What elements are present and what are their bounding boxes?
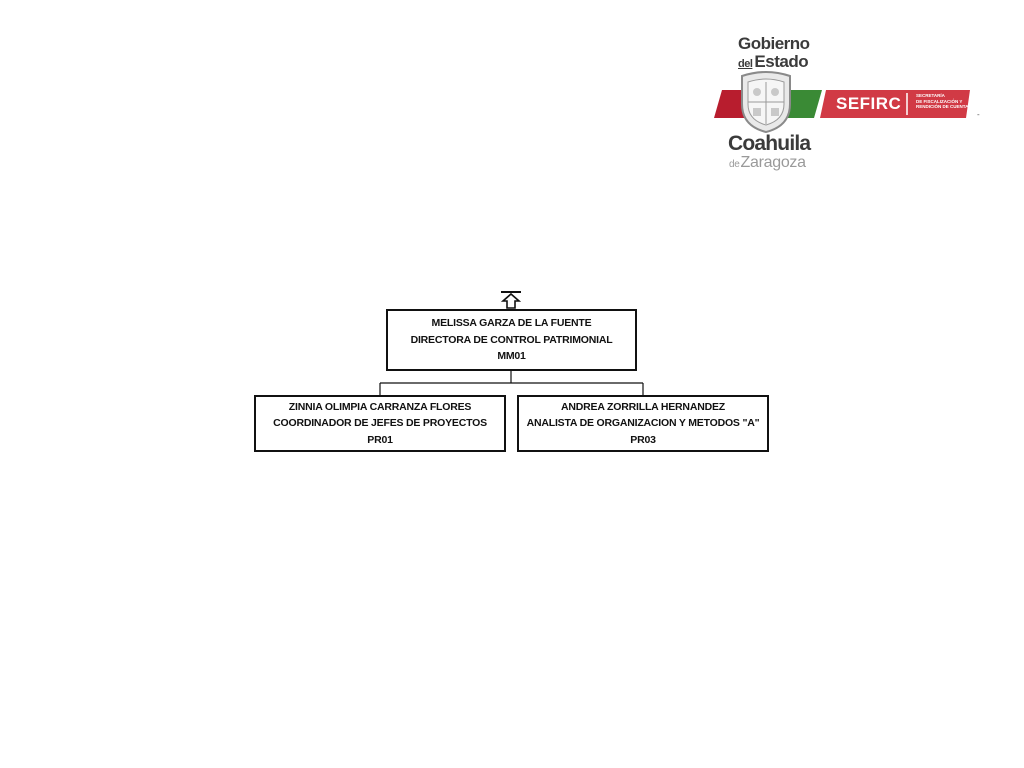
logo-sefirc-subtitle: SECRETARÍA DE FISCALIZACIÓN Y RENDICIÓN DE CUENTAS — [916, 93, 972, 109]
org-node-child-2[interactable] — [517, 395, 769, 452]
node-code: PR03 — [630, 433, 656, 446]
node-title: DIRECTORA DE CONTROL PATRIMONIAL — [410, 333, 613, 346]
logo-coahuila-text: Coahuila — [728, 132, 811, 155]
logo-del-estado-text — [738, 52, 808, 72]
logo-zaragoza-text — [729, 154, 806, 172]
gobierno-coahuila-sefirc-logo — [712, 30, 984, 180]
logo-gobierno-text: Gobierno — [738, 34, 810, 53]
node-name: MELISSA GARZA DE LA FUENTE — [431, 317, 592, 330]
logo-estado-text: Estado — [754, 52, 809, 71]
node-title: ANALISTA DE ORGANIZACION Y METODOS "A" — [526, 417, 760, 430]
node-code: MM01 — [497, 350, 526, 363]
node-name: ZINNIA OLIMPIA CARRANZA FLORES — [288, 400, 472, 413]
node-code: PR01 — [367, 433, 393, 446]
org-node-child-1[interactable] — [254, 395, 506, 452]
up-arrow-icon[interactable] — [500, 290, 522, 310]
logo-del-text: del — [738, 58, 753, 70]
logo-de-text: de — [729, 159, 740, 170]
logo-sefirc-text: SEFIRC — [836, 94, 902, 113]
node-title: COORDINADOR DE JEFES DE PROYECTOS — [273, 417, 487, 430]
coahuila-seal-icon — [736, 70, 796, 134]
node-name: ANDREA ZORRILLA HERNANDEZ — [561, 400, 725, 413]
logo-dash-mark: - — [977, 110, 980, 119]
org-node-root[interactable] — [386, 309, 637, 371]
logo-zaragoza-word: Zaragoza — [740, 154, 806, 171]
